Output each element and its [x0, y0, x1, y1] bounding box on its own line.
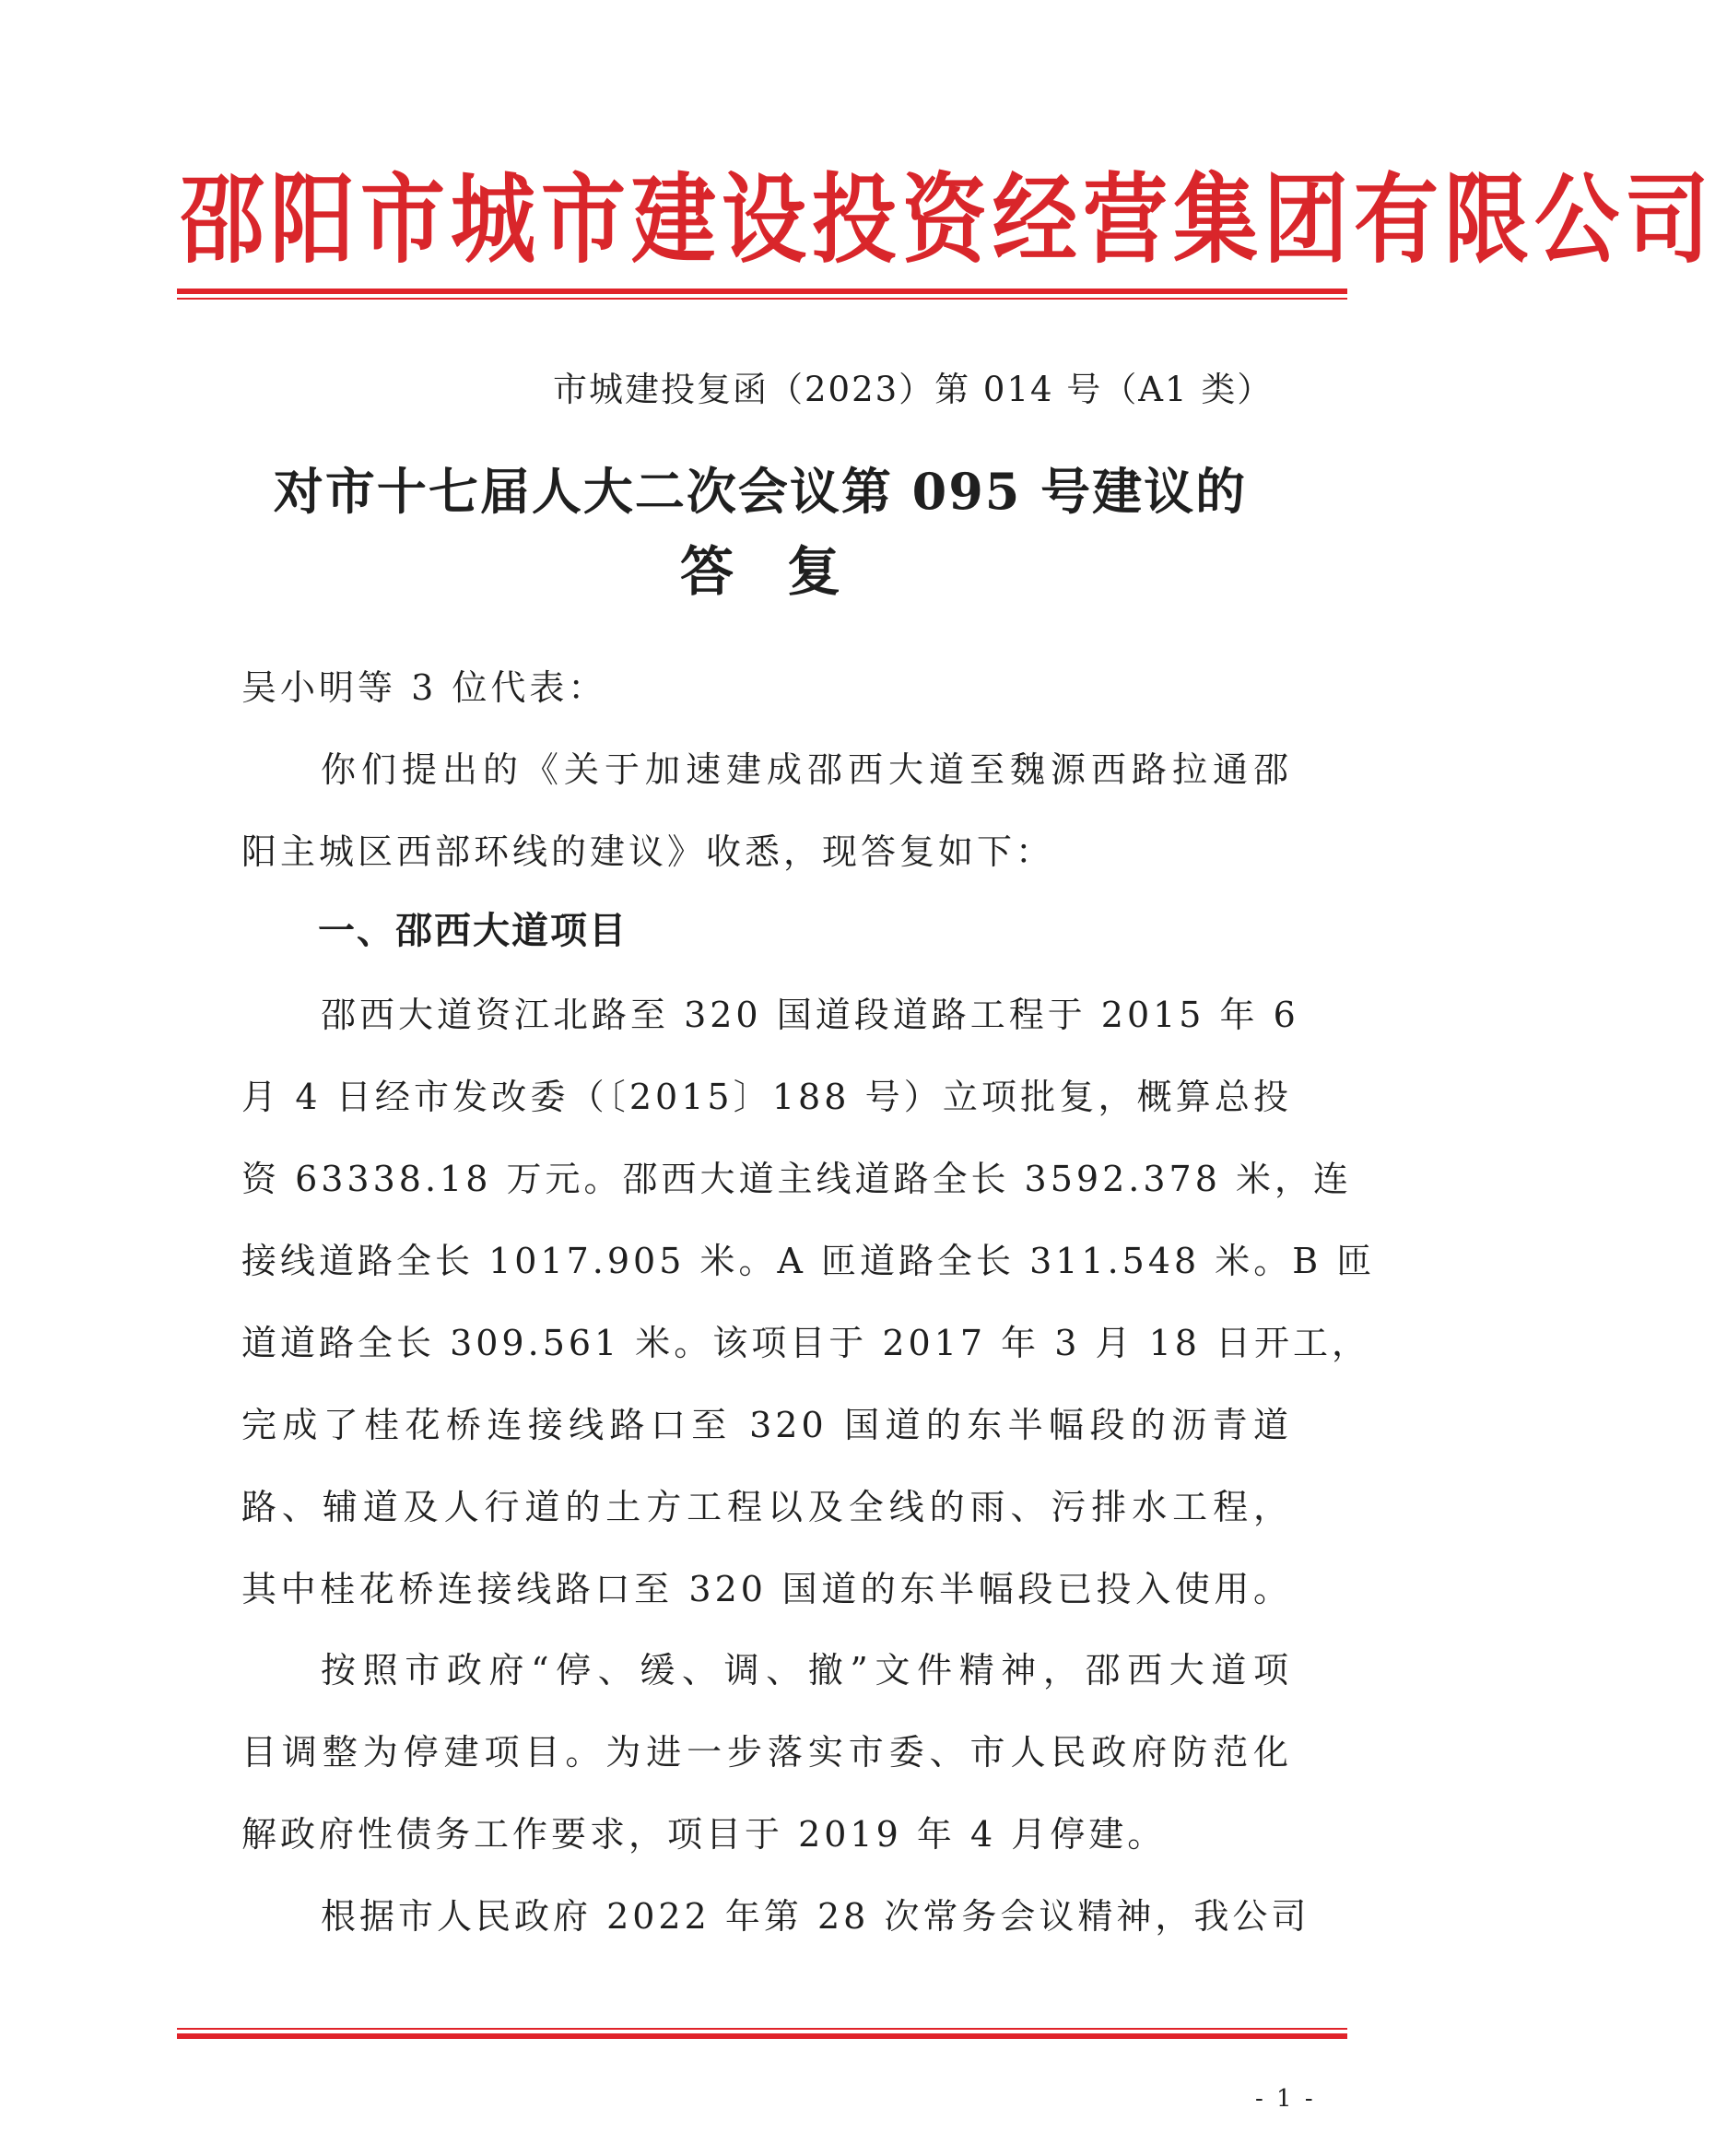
p3-line-1: 根据市人民政府 2022 年第 28 次常务会议精神，我公司	[321, 1896, 1310, 1937]
intro-line-2: 阳主城区西部环线的建议》收悉，现答复如下：	[241, 831, 1055, 872]
p1-line-1: 邵西大道资江北路至 320 国道段道路工程于 2015 年 6	[321, 995, 1299, 1035]
letterhead-redline-thick	[177, 289, 1347, 294]
p1-line-8: 其中桂花桥连接线路口至 320 国道的东半幅段已投入使用。	[241, 1569, 1292, 1609]
p2-line-1: 按照市政府“停、缓、调、撤”文件精神，邵西大道项	[321, 1650, 1292, 1691]
footer-redline-thick	[177, 2033, 1347, 2039]
p2-line-2: 目调整为停建项目。为进一步落实市委、市人民政府防范化	[241, 1732, 1292, 1773]
p1-line-2: 月 4 日经市发改委（〔2015〕188 号）立项批复，概算总投	[241, 1077, 1292, 1117]
section-heading-1: 一、邵西大道项目	[318, 910, 628, 952]
document-number: 市城建投复函（2023）第 014 号（A1 类）	[553, 370, 1274, 409]
intro-line-1: 你们提出的《关于加速建成邵西大道至魏源西路拉通邵	[321, 749, 1292, 790]
p1-line-7: 路、辅道及人行道的土方工程以及全线的雨、污排水工程，	[241, 1487, 1292, 1527]
p1-line-3: 资 63338.18 万元。邵西大道主线道路全长 3592.378 米，连	[241, 1159, 1352, 1199]
footer-redline-thin	[177, 2028, 1347, 2030]
document-title-line2: 答 复	[679, 540, 840, 603]
paragraph-1	[241, 974, 1376, 1631]
page-number: - 1 -	[1255, 2085, 1316, 2113]
p1-line-4: 接线道路全长 1017.905 米。A 匝道路全长 311.548 米。B 匝	[241, 1241, 1376, 1281]
p1-line-5: 道道路全长 309.561 米。该项目于 2017 年 3 月 18 日开工，	[241, 1323, 1371, 1363]
paragraph-3	[241, 1876, 1310, 1958]
p1-line-6: 完成了桂花桥连接线路口至 320 国道的东半幅段的沥青道	[241, 1405, 1292, 1445]
paragraph-2	[241, 1630, 1292, 1876]
intro-paragraph	[241, 729, 1292, 893]
letterhead-organization: 邵阳市城市建设投资经营集团有限公司	[180, 161, 1715, 277]
document-title-line1: 对市十七届人大二次会议第 095 号建议的	[273, 462, 1248, 521]
salutation: 吴小明等 3 位代表：	[241, 667, 607, 708]
letterhead-redline-thin	[177, 298, 1347, 300]
p2-line-3: 解政府性债务工作要求，项目于 2019 年 4 月停建。	[241, 1814, 1167, 1855]
